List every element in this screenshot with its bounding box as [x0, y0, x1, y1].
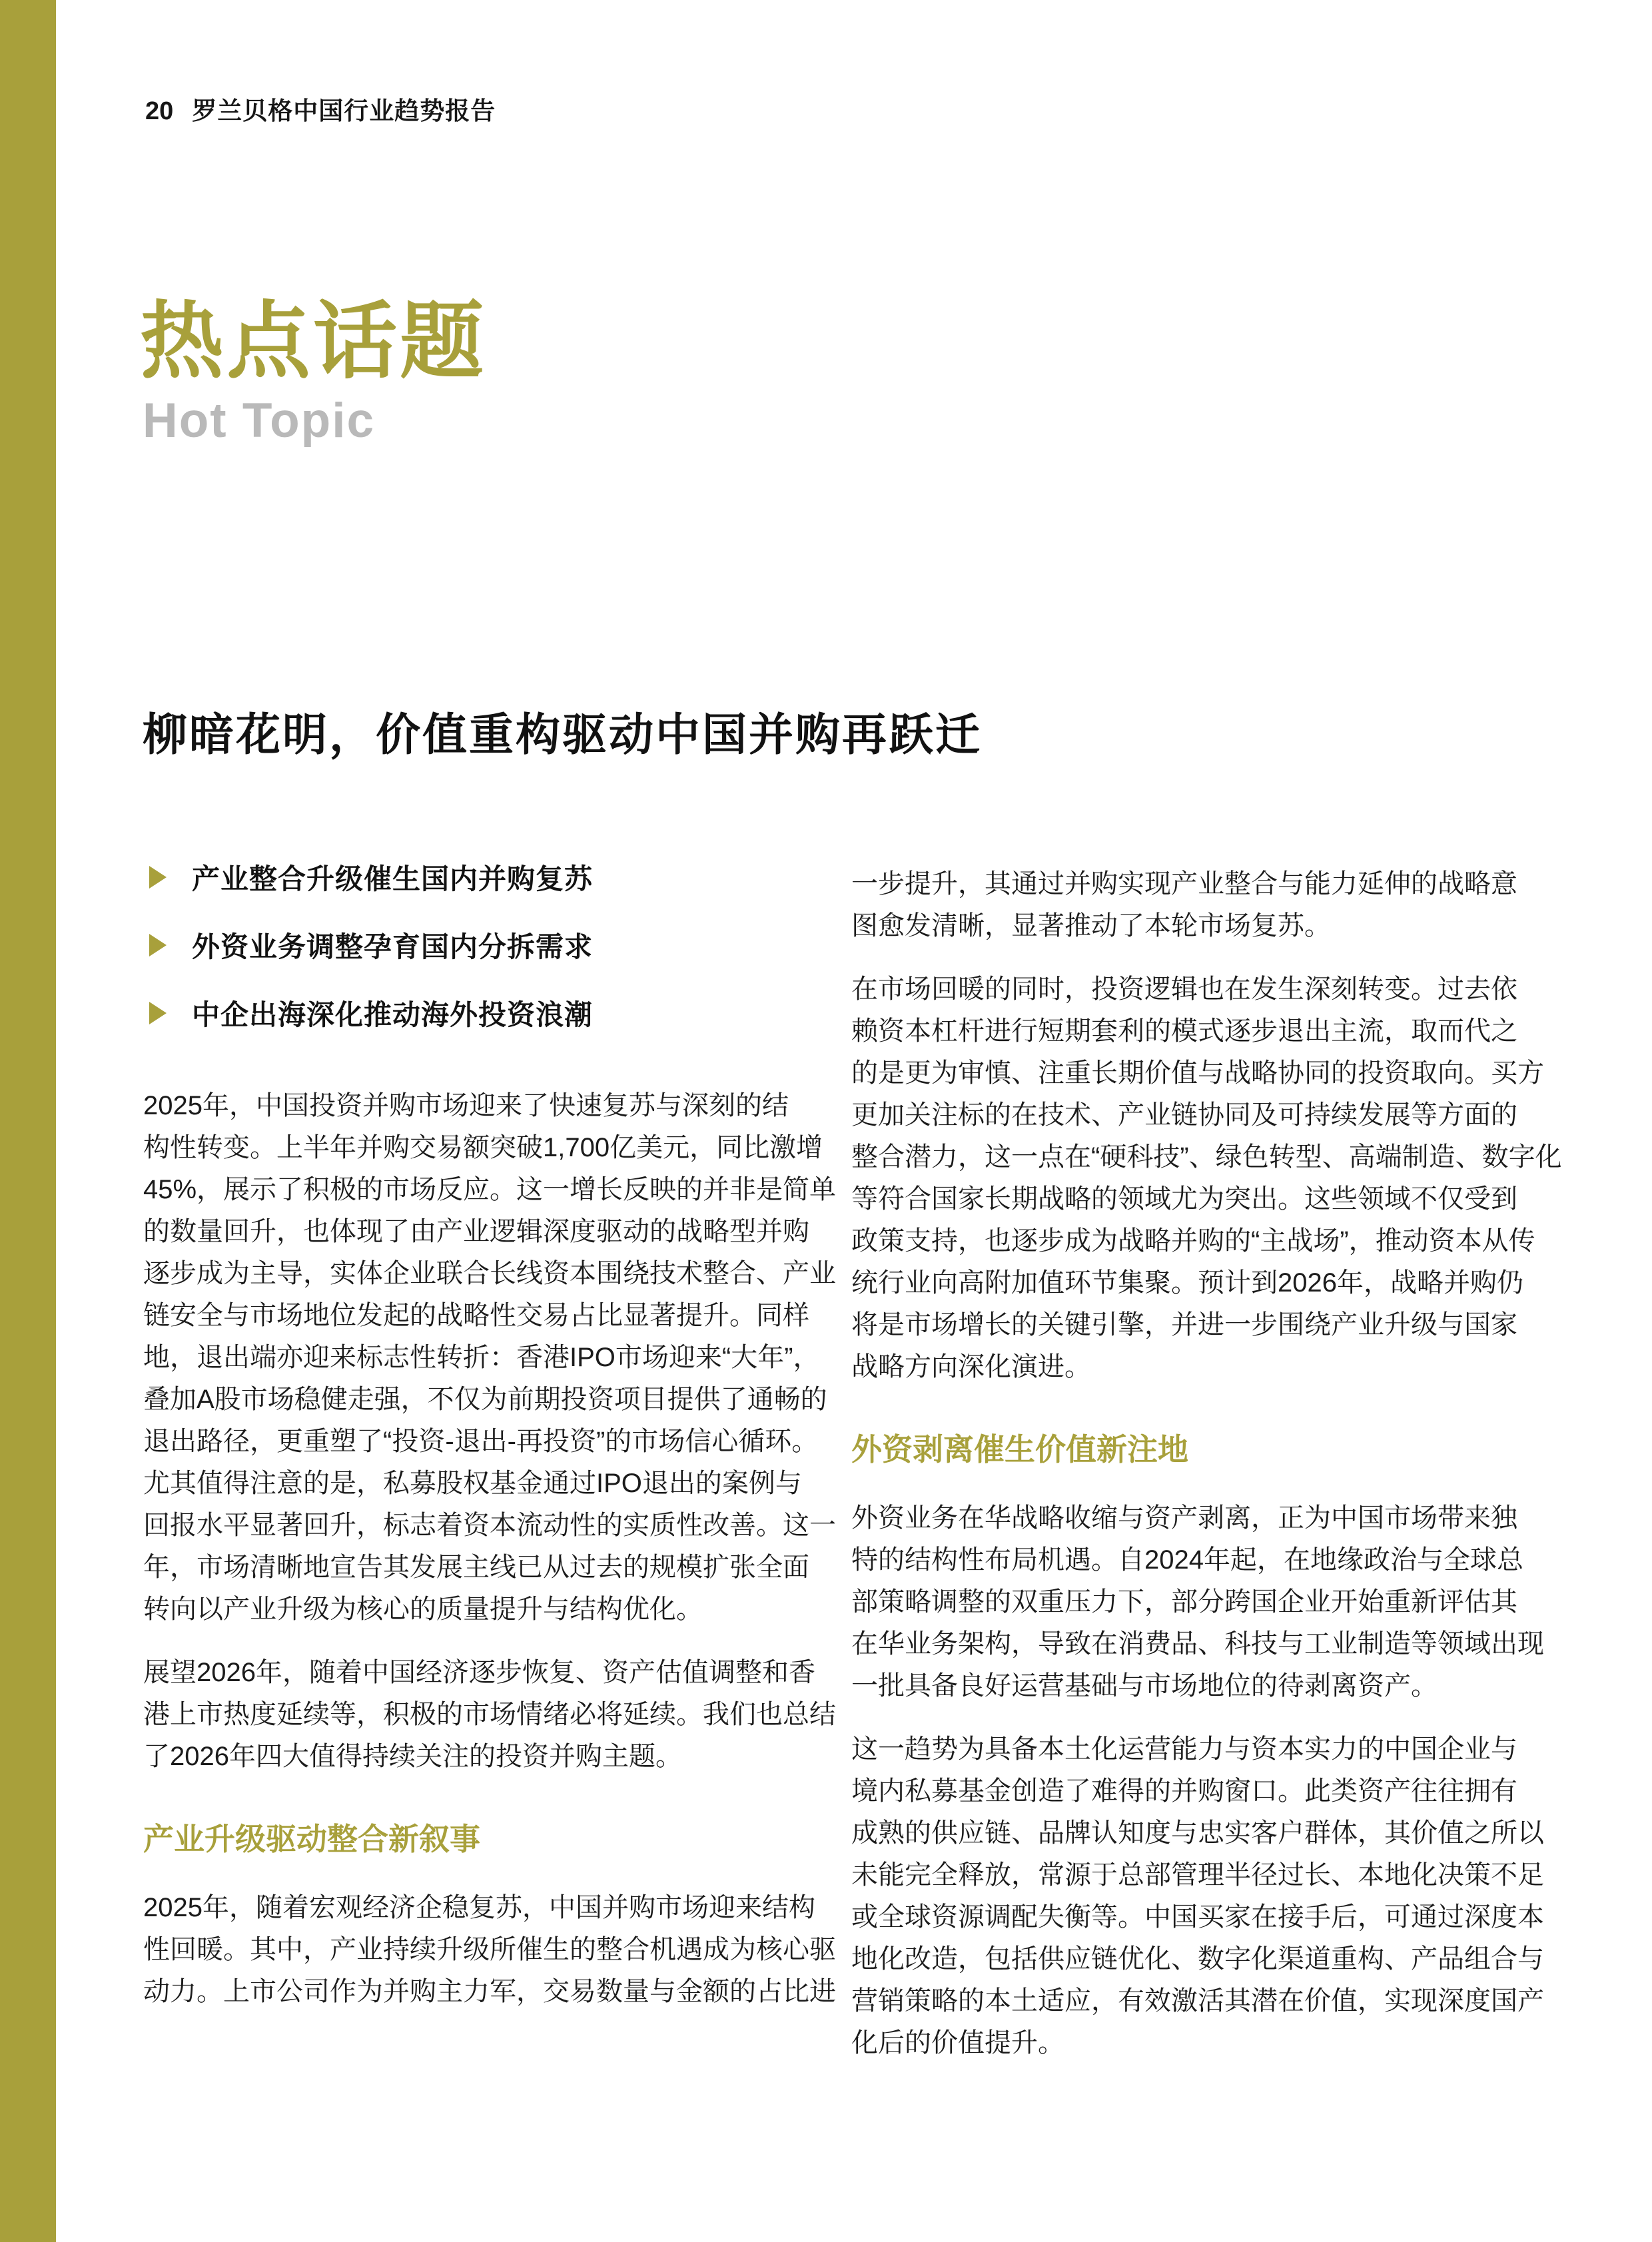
body-line: 在华业务架构，导致在消费品、科技与工业制造等领域出现 [851, 1629, 1544, 1659]
body-line: 构性转变。上半年并购交易额突破1,700亿美元，同比激增 [143, 1133, 823, 1162]
body-paragraph [143, 1887, 836, 2013]
body-line: 的数量回升，也体现了由产业逻辑深度驱动的战略型并购 [143, 1217, 809, 1246]
body-line: 展望2026年，随着中国经济逐步恢复、资产估值调整和香 [143, 1658, 815, 1687]
body-line: 叠加A股市场稳健走强，不仅为前期投资项目提供了通畅的 [143, 1385, 827, 1414]
body-line: 尤其值得注意的是，私募股权基金通过IPO退出的案例与 [143, 1469, 802, 1498]
triangle-bullet-icon [149, 866, 167, 889]
body-paragraph [851, 1497, 1544, 1707]
body-line: 成熟的供应链、品牌认知度与忠实客户群体，其价值之所以 [851, 1818, 1544, 1848]
body-line: 回报水平显著回升，标志着资本流动性的实质性改善。这一 [143, 1511, 836, 1540]
body-line: 整合潜力，这一点在“硬科技”、绿色转型、高端制造、数字化 [851, 1142, 1562, 1172]
article-headline: 柳暗花明，价值重构驱动中国并购再跃迁 [143, 710, 982, 760]
body-line: 45%，展示了积极的市场反应。这一增长反映的并非是简单 [143, 1175, 837, 1204]
body-line: 这一趋势为具备本土化运营能力与资本实力的中国企业与 [851, 1734, 1517, 1764]
body-paragraph [143, 1652, 836, 1778]
key-point-label: 中企出海深化推动海外投资浪潮 [192, 999, 594, 1030]
section-heading: 外资剥离催生价值新注地 [851, 1432, 1188, 1467]
triangle-bullet-icon [149, 1002, 167, 1024]
body-line: 地，退出端亦迎来标志性转折：香港IPO市场迎来“大年”， [143, 1343, 820, 1372]
body-line: 链安全与市场地位发起的战略性交易占比显著提升。同样 [143, 1301, 809, 1330]
section-title-en: Hot Topic [143, 394, 376, 448]
body-line: 退出路径，更重塑了“投资-退出-再投资”的市场信心循环。 [143, 1427, 819, 1456]
body-paragraph [851, 863, 1517, 947]
body-line: 图愈发清晰，显著推动了本轮市场复苏。 [851, 911, 1331, 940]
body-line: 动力。上市公司作为并购主力军，交易数量与金额的占比进 [143, 1977, 836, 2006]
page-number: 20 [145, 97, 174, 125]
body-line: 境内私募基金创造了难得的并购窗口。此类资产往往拥有 [851, 1776, 1517, 1806]
body-line: 战略方向深化演进。 [851, 1352, 1091, 1381]
body-line: 年，市场清晰地宣告其发展主线已从过去的规模扩张全面 [143, 1553, 809, 1582]
body-line: 在市场回暖的同时，投资逻辑也在发生深刻转变。过去依 [851, 974, 1517, 1004]
body-line: 地化改造，包括供应链优化、数字化渠道重构、产品组合与 [851, 1944, 1544, 1974]
body-column-right [851, 863, 1562, 2085]
body-line: 转向以产业升级为核心的质量提升与结构优化。 [143, 1595, 703, 1624]
body-line: 性回暖。其中，产业持续升级所催生的整合机遇成为核心驱 [143, 1935, 836, 1964]
body-column-left [143, 1085, 837, 2034]
key-point-item [149, 930, 593, 960]
body-line: 一步提升，其通过并购实现产业整合与能力延伸的战略意 [851, 869, 1517, 899]
body-line: 港上市热度延续等，积极的市场情绪必将延续。我们也总结 [143, 1700, 836, 1729]
page-header [145, 91, 496, 127]
body-line: 2025年，中国投资并购市场迎来了快速复苏与深刻的结 [143, 1091, 789, 1120]
body-line: 或全球资源调配失衡等。中国买家在接手后，可通过深度本 [851, 1902, 1544, 1932]
body-line: 外资业务在华战略收缩与资产剥离，正为中国市场带来独 [851, 1503, 1517, 1533]
left-accent-bar [0, 0, 56, 2242]
body-line: 2025年，随着宏观经济企稳复苏，中国并购市场迎来结构 [143, 1893, 815, 1922]
body-line: 统行业向高附加值环节集聚。预计到2026年，战略并购仍 [851, 1268, 1523, 1298]
body-line: 营销策略的本土适应，有效激活其潜在价值，实现深度国产 [851, 1986, 1544, 2016]
body-line: 赖资本杠杆进行短期套利的模式逐步退出主流，取而代之 [851, 1016, 1517, 1046]
body-line: 部策略调整的双重压力下，部分跨国企业开始重新评估其 [851, 1587, 1517, 1617]
report-title: 罗兰贝格中国行业趋势报告 [192, 97, 496, 125]
section-heading: 产业升级驱动整合新叙事 [143, 1822, 480, 1856]
body-paragraph [143, 1085, 837, 1631]
body-line: 一批具备良好运营基础与市场地位的待剥离资产。 [851, 1671, 1438, 1700]
key-point-item [149, 862, 593, 893]
body-line: 逐步成为主导，实体企业联合长线资本围绕技术整合、产业 [143, 1259, 836, 1288]
body-line: 特的结构性布局机遇。自2024年起，在地缘政治与全球总 [851, 1545, 1523, 1575]
body-line: 更加关注标的在技术、产业链协同及可持续发展等方面的 [851, 1100, 1517, 1130]
triangle-bullet-icon [149, 934, 167, 956]
key-point-label: 产业整合升级催生国内并购复苏 [192, 863, 594, 895]
body-line: 政策支持，也逐步成为战略并购的“主战场”，推动资本从传 [851, 1226, 1535, 1256]
key-point-item [149, 998, 593, 1028]
body-line: 了2026年四大值得持续关注的投资并购主题。 [143, 1742, 682, 1771]
body-line: 等符合国家长期战略的领域尤为突出。这些领域不仅受到 [851, 1184, 1517, 1214]
body-line: 将是市场增长的关键引擎，并进一步围绕产业升级与国家 [851, 1310, 1517, 1339]
body-paragraph [851, 1728, 1544, 2064]
body-line: 化后的价值提升。 [851, 2028, 1064, 2057]
body-line: 的是更为审慎、注重长期价值与战略协同的投资取向。买方 [851, 1058, 1544, 1088]
key-point-label: 外资业务调整孕育国内分拆需求 [192, 931, 594, 962]
section-title-cn: 热点话题 [140, 294, 486, 388]
body-paragraph [851, 968, 1562, 1388]
body-line: 未能完全释放，常源于总部管理半径过长、本地化决策不足 [851, 1860, 1544, 1890]
